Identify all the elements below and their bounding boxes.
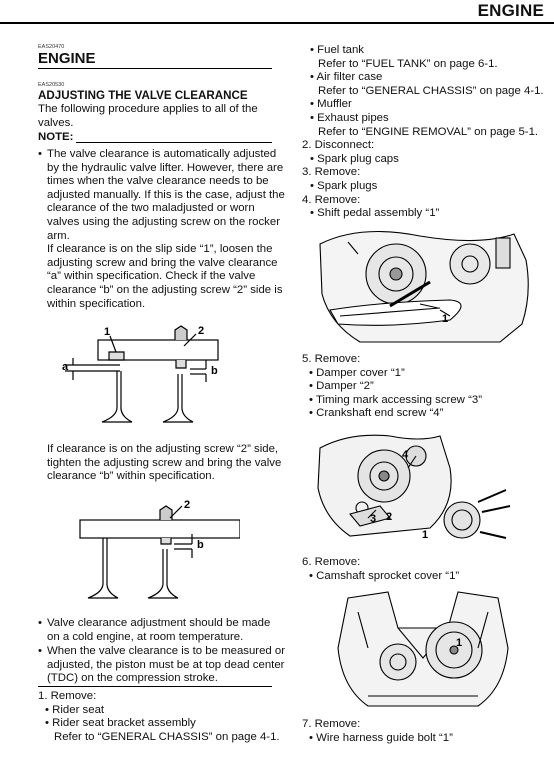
note-end-rule (38, 686, 272, 687)
camshaft-cover-figure (328, 588, 518, 712)
valve-stem-right (163, 374, 193, 422)
adjusting-screw (175, 326, 187, 340)
shift-pedal-label-1: 1 (442, 313, 449, 325)
note-bullet-3: • When the valve clearance is to be measured or adjusted, the piston must be at top dead center (TDC) on the compression stroke. (38, 645, 286, 685)
code-eas20470: EAS20470 (38, 44, 65, 50)
slip-pad (109, 352, 124, 360)
right-steps-top: • Fuel tank Refer to “FUEL TANK” on page 6-1. • Air filter case Refer to “GENERAL CHASSIS” on page 4-1. • Muffler • Exhaust pipes Refer to “ENGINE REMOVAL” on page 5-1. 2. Disconnect: • Spark plug caps 3. Remove: • Spark plugs 4. Remove: • Shift pedal assembly “1” (302, 44, 544, 220)
camshaft-cover-label-1: 1 (456, 637, 463, 649)
valve-stem-left (102, 371, 132, 422)
fig2-label-b: b (197, 539, 204, 551)
step-6: 6. Remove: • Camshaft sprocket cover “1” (302, 556, 460, 582)
bullet-icon: • (38, 617, 42, 629)
damper-cover-figure (310, 428, 514, 552)
adjusting-side-text: If clearance is on the adjusting screw “2” side, tighten the adjusting screw and bring the valve clearance “b” within specification. (47, 443, 282, 483)
valve-clearance-figure-2 (60, 496, 240, 606)
running-header: ENGINE (477, 1, 544, 20)
damper-label-4: 4 (402, 449, 409, 461)
step-1: 1. Remove: • Rider seat • Rider seat bracket assembly Refer to “GENERAL CHASSIS” on page 4-1. (38, 690, 280, 743)
valve-stem-left-2 (88, 538, 118, 598)
note-bullet-2: • Valve clearance adjustment should be made on a cold engine, at room temperature. (38, 617, 271, 643)
damper-label-1: 1 (422, 529, 429, 541)
fig1-label-1: 1 (104, 326, 111, 338)
damper-label-3: 3 (370, 513, 377, 525)
bullet-icon: • (38, 148, 42, 160)
shift-pedal-figure (300, 224, 536, 348)
fig1-label-2: 2 (198, 325, 205, 337)
fig1-label-a: a (62, 361, 69, 373)
intro-text: The following procedure applies to all of the valves. (38, 103, 258, 129)
section-title: ENGINE (38, 50, 96, 67)
note-bullet-1: • The valve clearance is automatically adjusted by the hydraulic valve lifter. However, there are times when the valve clearance needs to be adjusted manually. If this is the case, adjust the clearance of the two maladjusted or worn valves using the adjusting screw on the rocker arm. If clearance is on the slip side “1”, loosen the adjusting screw and bring the valve clearance “a” within specification. Check if the valve clearance “b” on the adjusting screw “2” side is within specification. (38, 148, 285, 310)
fig2-label-2: 2 (184, 499, 191, 511)
valve-clearance-figure-1 (60, 318, 240, 430)
step-7: 7. Remove: • Wire harness guide bolt “1” (302, 718, 453, 744)
rocker-arm-2 (80, 520, 240, 538)
header-rule (0, 22, 554, 24)
valve-stem-right-2 (148, 549, 178, 598)
bullet-icon: • (38, 645, 42, 657)
section-rule (38, 68, 272, 69)
code-eas20530: EAS20530 (38, 82, 65, 88)
damper-label-2: 2 (386, 511, 393, 523)
step-5: 5. Remove: • Damper cover “1” • Damper “2” • Timing mark accessing screw “3” • Crankshaft end screw “4” (302, 353, 482, 420)
note-rule (76, 142, 272, 143)
damper-cover (444, 502, 480, 538)
subsection-title: ADJUSTING THE VALVE CLEARANCE (38, 89, 248, 102)
note-label: NOTE: (38, 131, 74, 143)
fig1-label-b: b (211, 365, 218, 377)
